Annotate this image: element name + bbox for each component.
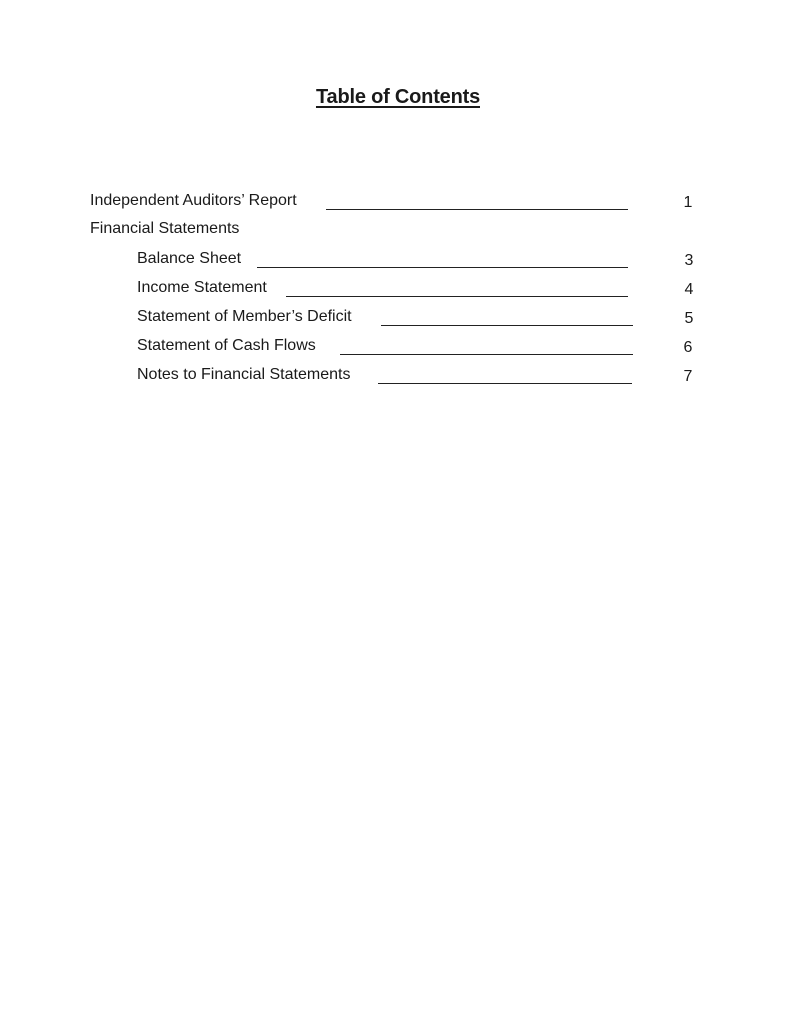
toc-entry-label: Statement of Cash Flows <box>137 337 316 354</box>
toc-entry-label: Income Statement <box>137 279 267 296</box>
toc-entry-leader <box>378 383 632 384</box>
page-title: Table of Contents <box>315 86 480 108</box>
toc-entry-page-number: 4 <box>684 281 694 298</box>
toc-entry-independent-auditors-report[interactable] <box>90 190 710 212</box>
toc-section-label: Financial Statements <box>90 220 240 237</box>
toc-entry-page-number: 5 <box>684 310 694 327</box>
toc-entry-leader <box>257 267 628 268</box>
toc-entry-notes-to-financial-statements[interactable] <box>137 364 710 386</box>
toc-entry-income-statement[interactable] <box>137 277 710 299</box>
toc-entry-page-number: 3 <box>684 252 694 269</box>
toc-entry-label: Statement of Member’s Deficit <box>137 308 352 325</box>
toc-section-financial-statements[interactable] <box>90 218 710 240</box>
toc-entry-statement-of-members-deficit[interactable] <box>137 306 710 328</box>
toc-entry-leader <box>286 296 628 297</box>
toc-entry-label: Balance Sheet <box>137 250 242 267</box>
toc-entry-statement-of-cash-flows[interactable] <box>137 335 710 357</box>
toc-entry-leader <box>381 325 633 326</box>
toc-entry-page-number: 1 <box>683 194 693 211</box>
toc-entry-leader <box>326 209 628 210</box>
toc-entry-page-number: 6 <box>683 339 693 356</box>
toc-entry-leader <box>340 354 633 355</box>
toc-entry-balance-sheet[interactable] <box>137 248 710 270</box>
toc-entry-label: Independent Auditors’ Report <box>90 192 297 209</box>
toc-entry-page-number: 7 <box>683 368 693 385</box>
toc-entry-label: Notes to Financial Statements <box>137 366 351 383</box>
